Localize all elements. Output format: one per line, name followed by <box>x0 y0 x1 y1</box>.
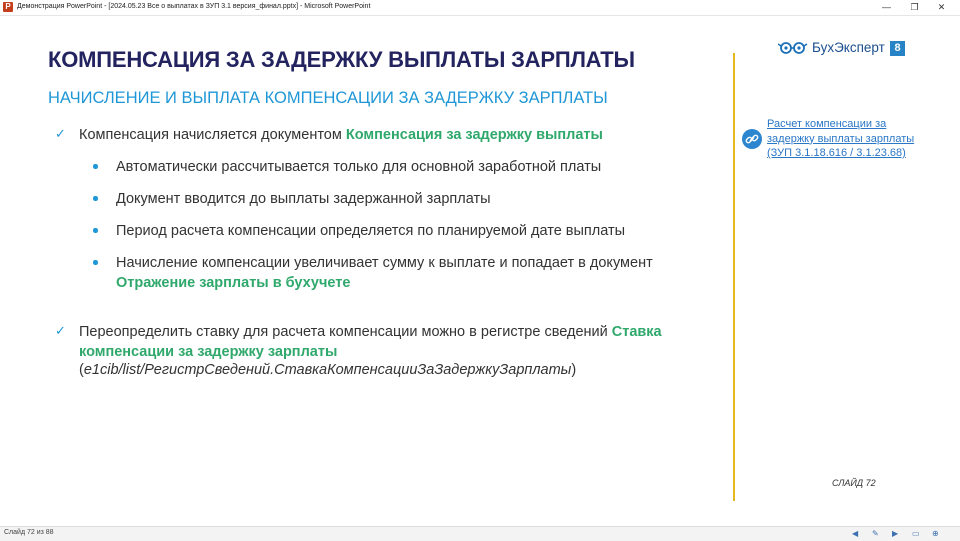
bullet-2-text: Документ вводится до выплаты задержанной зарплаты <box>116 191 491 207</box>
item-1-highlight: Компенсация за задержку выплаты <box>345 127 603 143</box>
minimize-button[interactable]: — <box>882 2 891 12</box>
slide-view-icon[interactable]: ▭ <box>912 529 920 538</box>
bullet-3-text: Период расчета компенсации определяется по планируемой дате выплаты <box>116 223 626 239</box>
link-line-2[interactable]: задержку выплаты зарплаты <box>767 132 915 145</box>
item-2-highlight-part2: компенсации за задержку зарплаты <box>79 344 338 360</box>
pen-tool-icon[interactable]: ✎ <box>872 529 879 538</box>
logo-text: БухЭксперт <box>812 40 885 55</box>
item-2-label: Переопределить ставку для расчета компенсации можно в регистре сведений <box>79 324 612 340</box>
compensation-link[interactable] <box>767 117 914 161</box>
link-line-3[interactable]: (ЗУП 3.1.18.616 / 3.1.23.68) <box>767 147 906 160</box>
close-button[interactable]: ✕ <box>937 2 946 12</box>
register-path: e1cib/list/РегистрСведений.СтавкаКомпенсацииЗаЗадержкуЗарплаты <box>83 362 572 378</box>
restore-button[interactable]: ❐ <box>910 2 919 12</box>
window-titlebar <box>0 0 960 16</box>
slide-subtitle: НАЧИСЛЕНИЕ И ВЫПЛАТА КОМПЕНСАЦИИ ЗА ЗАДЕРЖКУ ЗАРПЛАТЫ <box>48 89 608 107</box>
slide-title: КОМПЕНСАЦИЯ ЗА ЗАДЕРЖКУ ВЫПЛАТЫ ЗАРПЛАТЫ <box>48 47 635 72</box>
checkmark-icon: ✓ <box>55 126 66 141</box>
logo-badge: 8 <box>890 41 905 56</box>
checkmark-icon: ✓ <box>55 323 66 338</box>
bullet-1-text: Автоматически рассчитывается только для основной заработной платы <box>116 159 602 175</box>
item-2-highlight-part1: Ставка <box>611 324 662 340</box>
bullet-dot-icon <box>93 196 98 201</box>
link-icon[interactable] <box>742 129 762 149</box>
next-slide-icon[interactable]: ▶ <box>892 529 899 538</box>
owl-logo-icon <box>778 41 808 55</box>
item-1-text <box>79 126 603 144</box>
vertical-divider <box>733 53 735 501</box>
bullet-dot-icon <box>93 164 98 169</box>
slide-canvas <box>0 16 960 525</box>
link-line-1[interactable]: Расчет компенсации за <box>767 118 887 130</box>
item-2-path <box>79 361 576 379</box>
item-1-label: Компенсация начисляется документом <box>79 127 346 143</box>
path-open-paren: ( <box>79 362 84 378</box>
zoom-icon[interactable]: ⊕ <box>932 529 939 538</box>
slide-counter: Слайд 72 из 88 <box>4 529 54 536</box>
item-2-text <box>79 323 662 341</box>
path-close-paren: ) <box>571 362 577 378</box>
slide-number: СЛАЙД 72 <box>832 478 876 488</box>
previous-slide-icon[interactable]: ◀ <box>852 529 859 538</box>
window-title: Демонстрация PowerPoint - [2024.05.23 Все о выплатах в ЗУП 3.1 версия_финал.pptx] - Microsoft PowerPoint <box>17 3 371 10</box>
bullet-4-text: Начисление компенсации увеличивает сумму к выплате и попадает в документ <box>116 255 653 271</box>
statusbar <box>0 526 960 541</box>
bullet-4-highlight: Отражение зарплаты в бухучете <box>116 275 351 291</box>
powerpoint-app-icon: P <box>3 2 13 12</box>
bullet-dot-icon <box>93 228 98 233</box>
bullet-dot-icon <box>93 260 98 265</box>
